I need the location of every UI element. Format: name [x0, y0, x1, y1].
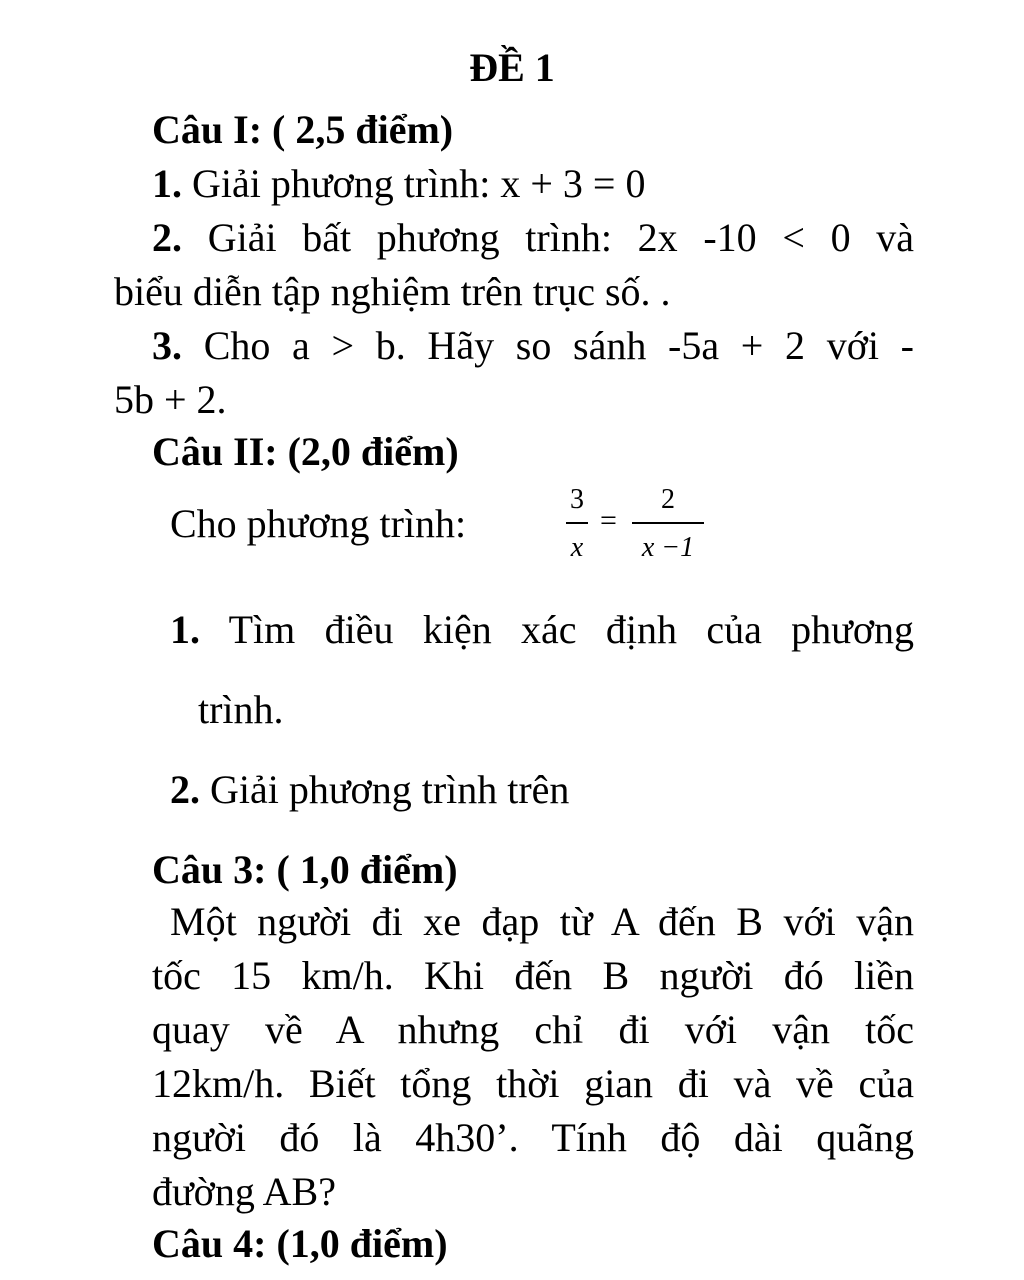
left-fraction-bar [566, 522, 588, 524]
question-3-line-4: 12km/h. Biết tổng thời gian đi và về của [152, 1061, 914, 1106]
right-fraction-bar [632, 522, 704, 524]
question-2-item-1-line-2: trình. [198, 687, 284, 732]
question-3-line-2: tốc 15 km/h. Khi đến B người đó liền [152, 953, 914, 998]
item-number: 1. [152, 161, 182, 206]
item-text: Cho a > b. Hãy so sánh -5a + 2 với - [203, 323, 914, 368]
left-numerator: 3 [570, 484, 584, 515]
question-3-line-1: Một người đi xe đạp từ A đến B với vận [170, 899, 914, 944]
item-text: Tìm điều kiện xác định của phương [228, 607, 915, 652]
question-3-line-6: đường AB? [152, 1169, 336, 1214]
question-1-item-2-line-2: biểu diễn tập nghiệm trên trục số. . [114, 269, 671, 314]
question-2-item-1-line-1 [170, 607, 915, 652]
left-denominator: x [570, 532, 584, 563]
cutoff-next-line [150, 1268, 910, 1280]
equals-sign: = [600, 504, 617, 537]
question-1-item-3-line-2: 5b + 2. [114, 377, 227, 422]
question-1-item-3-line-1 [152, 323, 914, 368]
question-2-heading: Câu II: (2,0 điểm) [152, 429, 459, 474]
right-numerator: 2 [661, 484, 675, 515]
question-4-heading: Câu 4: (1,0 điểm) [152, 1221, 448, 1266]
question-2-item-2 [170, 767, 570, 812]
right-denominator: x −1 [641, 532, 695, 563]
question-3-heading: Câu 3: ( 1,0 điểm) [152, 847, 458, 892]
item-number: 3. [152, 323, 182, 368]
item-text: Giải phương trình: x + 3 = 0 [192, 161, 646, 206]
item-number: 2. [170, 767, 200, 812]
question-1-item-2-line-1 [152, 215, 915, 260]
question-3-line-5: người đó là 4h30’. Tính độ dài quãng [152, 1115, 914, 1160]
question-1-item-1 [152, 161, 646, 206]
question-2-intro: Cho phương trình: [170, 501, 467, 546]
item-number: 2. [152, 215, 182, 260]
question-1-heading: Câu I: ( 2,5 điểm) [152, 107, 454, 152]
item-number: 1. [170, 607, 200, 652]
question-3-line-3: quay về A nhưng chỉ đi với vận tốc [152, 1007, 914, 1052]
item-text: Giải phương trình trên [210, 767, 570, 812]
document-title: ĐỀ 1 [469, 45, 555, 90]
equation-fraction [560, 480, 710, 570]
item-text: Giải bất phương trình: 2x -10 < 0 và [207, 215, 915, 260]
